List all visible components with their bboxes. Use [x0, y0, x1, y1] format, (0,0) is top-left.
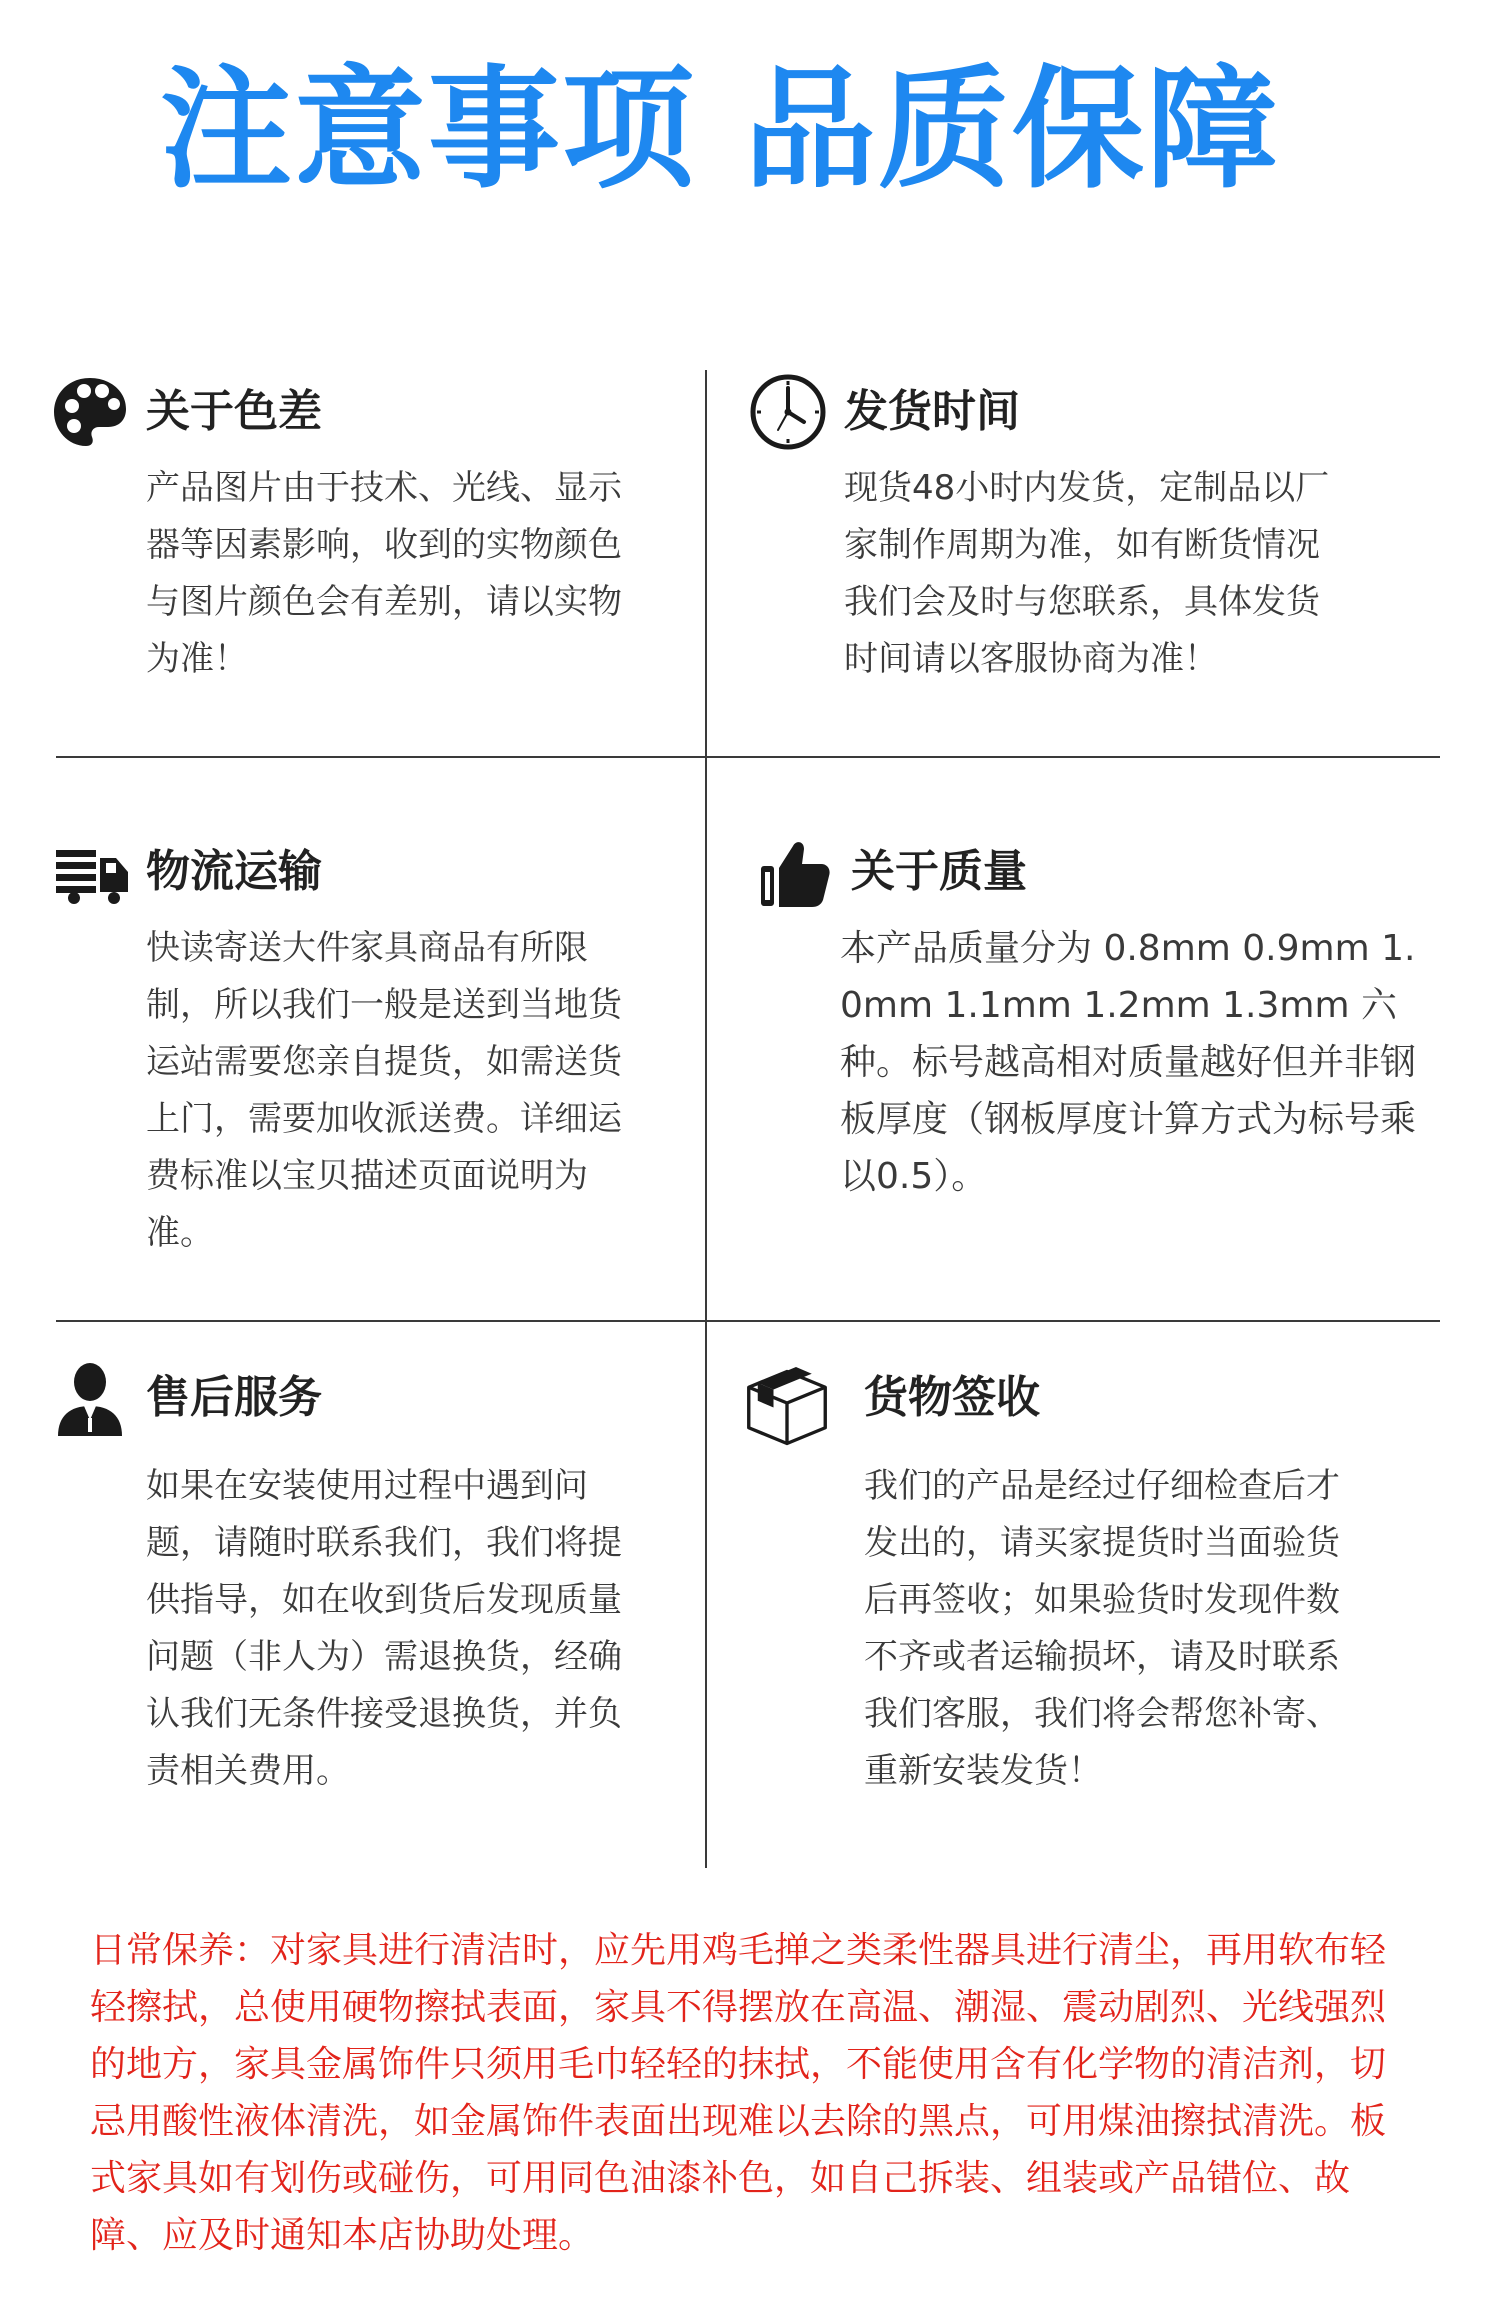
section-body: 本产品质量分为 0.8mm 0.9mm 1.0mm 1.1mm 1.2mm 1.3mm 六种。标号越高相对质量越好但并非钢板厚度（钢板厚度计算方式为标号乘以0.5）。: [840, 928, 1417, 1197]
page-title: [0, 50, 1440, 210]
section-body: 快读寄送大件家具商品有所限制，所以我们一般是送到当地货运站需要您亲自提货，如需送货上门，需要加收派送费。详细运费标准以宝贝描述页面说明为准。: [146, 928, 622, 1253]
section-title: 物流运输: [146, 846, 322, 897]
center-divider: [705, 370, 707, 1868]
daily-care-note: 日常保养：对家具进行清洁时，应先用鸡毛掸之类柔性器具进行清尘，再用软布轻轻擦拭，总使用硬物擦拭表面，家具不得摆放在高温、潮湿、震动剧烈、光线强烈的地方，家具金属饰件只须用毛巾轻轻的抹拭，不能使用含有化学物的清洁剂，切忌用酸性液体清洗，如金属饰件表面出现难以去除的黑点，可用煤油擦拭清洗。板式家具如有划伤或碰伤，可用同色油漆补色，如自己拆装、组装或产品错位、故障、应及时通知本店协助处理。: [90, 1930, 1387, 2256]
customer-service-icon: [50, 1358, 130, 1438]
section-title: 货物签收: [864, 1372, 1040, 1423]
section-title: 关于质量: [851, 846, 1027, 897]
thumbs-up-icon: [755, 832, 835, 912]
page-title-part2: 品质保障: [744, 53, 1280, 207]
section-body: 现货48小时内发货，定制品以厂家制作周期为准，如有断货情况我们会及时与您联系，具体发货时间请以客服协商为准！: [844, 468, 1330, 679]
clock-icon: [748, 372, 828, 452]
section-title: 发货时间: [844, 386, 1020, 437]
section-title: 售后服务: [146, 1372, 322, 1423]
delivery-truck-icon: [46, 832, 138, 912]
section-body: 产品图片由于技术、光线、显示器等因素影响，收到的实物颜色与图片颜色会有差别，请以实物为准！: [146, 468, 622, 679]
section-title: 关于色差: [146, 386, 322, 437]
row-divider-2: [56, 1320, 1440, 1322]
package-box-icon: [742, 1358, 832, 1448]
section-body: 我们的产品是经过仔细检查后才发出的，请买家提货时当面验货后再签收；如果验货时发现件数不齐或者运输损坏，请及时联系我们客服，我们将会帮您补寄、重新安装发货！: [864, 1466, 1340, 1791]
row-divider-1: [56, 756, 1440, 758]
section-body: 如果在安装使用过程中遇到问题，请随时联系我们，我们将提供指导，如在收到货后发现质量问题（非人为）需退换货，经确认我们无条件接受退换货，并负责相关费用。: [146, 1466, 622, 1791]
palette-icon: [50, 372, 130, 452]
page-title-part1: 注意事项: [160, 53, 696, 207]
